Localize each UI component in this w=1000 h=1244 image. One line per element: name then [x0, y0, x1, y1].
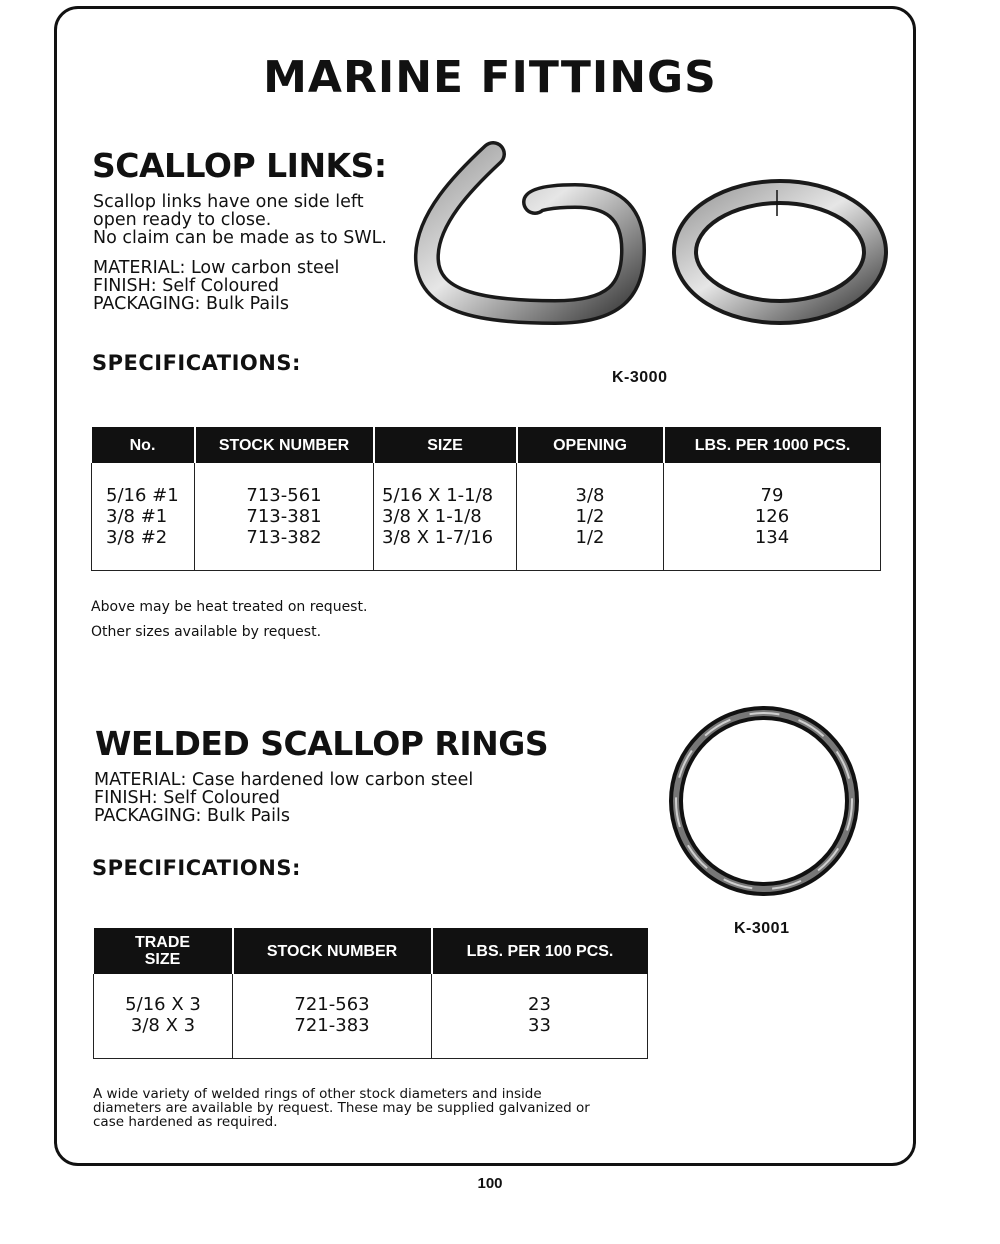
stock-number-column [195, 463, 374, 570]
weight-column [664, 463, 881, 570]
table-cell: 1/2 [575, 527, 605, 548]
table-cell: 5/16 X 1-1/8 [382, 485, 494, 506]
material-line: MATERIAL: Case hardened low carbon steel [94, 770, 474, 790]
column-header: STOCK NUMBER [195, 427, 374, 463]
scallop-links-image-code: K-3000 [612, 369, 668, 386]
column-header: SIZE [374, 427, 517, 463]
no-column [92, 463, 195, 570]
table-body-row [92, 463, 881, 570]
finish-line: FINISH: Self Coloured [94, 788, 280, 808]
table-cell: 5/16 #1 [106, 485, 179, 506]
table-cell: 721-383 [294, 1015, 370, 1036]
table-cell: 3/8 X 1-1/8 [382, 506, 482, 527]
table-cell: 3/8 X 1-7/16 [382, 527, 494, 548]
scallop-links-details [93, 259, 339, 313]
table-cell: 3/8 #2 [106, 527, 168, 548]
scallop-links-specifications-label: SPECIFICATIONS: [92, 351, 301, 375]
column-header: LBS. PER 1000 PCS. [664, 427, 881, 463]
welded-rings-heading: WELDED SCALLOP RINGS [95, 724, 549, 763]
table-cell: 79 [760, 485, 784, 506]
page-number: 100 [477, 1175, 503, 1192]
table-body-row [94, 974, 648, 1058]
scallop-links-description [93, 193, 387, 247]
scallop-links-heading: SCALLOP LINKS: [92, 146, 387, 185]
welded-ring-illustration [665, 705, 865, 905]
table-cell: 126 [754, 506, 790, 527]
column-header: TRADE SIZE [94, 928, 233, 974]
table-cell: 721-563 [294, 994, 370, 1015]
scallop-links-note: Other sizes available by request. [91, 624, 322, 640]
finish-line: FINISH: Self Coloured [93, 276, 279, 296]
table-cell: 3/8 #1 [106, 506, 168, 527]
size-column [374, 463, 517, 570]
table-cell: 3/8 [575, 485, 605, 506]
table-cell: 713-382 [246, 527, 322, 548]
welded-rings-image-code: K-3001 [734, 920, 790, 937]
packaging-line: PACKAGING: Bulk Pails [94, 806, 290, 826]
packaging-line: PACKAGING: Bulk Pails [93, 294, 289, 314]
table-cell: 713-381 [246, 506, 322, 527]
scallop-links-note: Above may be heat treated on request. [91, 599, 368, 615]
scallop-links-spec-table [91, 427, 881, 571]
table-cell: 713-561 [246, 485, 322, 506]
note-line: diameters are available by request. These may be supplied galvanized or [93, 1100, 590, 1116]
table-cell: 33 [528, 1015, 551, 1036]
weight-column [432, 974, 648, 1058]
opening-column [517, 463, 664, 570]
trade-size-column [94, 974, 233, 1058]
description-line: No claim can be made as to SWL. [93, 228, 387, 248]
welded-rings-specifications-label: SPECIFICATIONS: [92, 856, 301, 880]
page-title: MARINE FITTINGS [263, 52, 717, 103]
table-cell: 3/8 X 3 [130, 1015, 196, 1036]
table-cell: 1/2 [575, 506, 605, 527]
column-header: LBS. PER 100 PCS. [432, 928, 648, 974]
column-header: OPENING [517, 427, 664, 463]
table-cell: 5/16 X 3 [125, 994, 201, 1015]
table-header-row [94, 928, 648, 974]
note-line: case hardened as required. [93, 1114, 278, 1130]
note-line: A wide variety of welded rings of other stock diameters and inside [93, 1086, 542, 1102]
column-header: No. [92, 427, 195, 463]
table-cell: 134 [754, 527, 790, 548]
welded-rings-details [94, 771, 473, 825]
welded-rings-note [93, 1087, 590, 1129]
description-line: open ready to close. [93, 210, 272, 230]
description-line: Scallop links have one side left [93, 192, 364, 212]
stock-number-column [233, 974, 432, 1058]
table-header-row [92, 427, 881, 463]
scallop-links-illustration [405, 140, 895, 330]
welded-rings-spec-table [93, 928, 648, 1059]
material-line: MATERIAL: Low carbon steel [93, 258, 340, 278]
table-cell: 23 [528, 994, 551, 1015]
column-header: STOCK NUMBER [233, 928, 432, 974]
